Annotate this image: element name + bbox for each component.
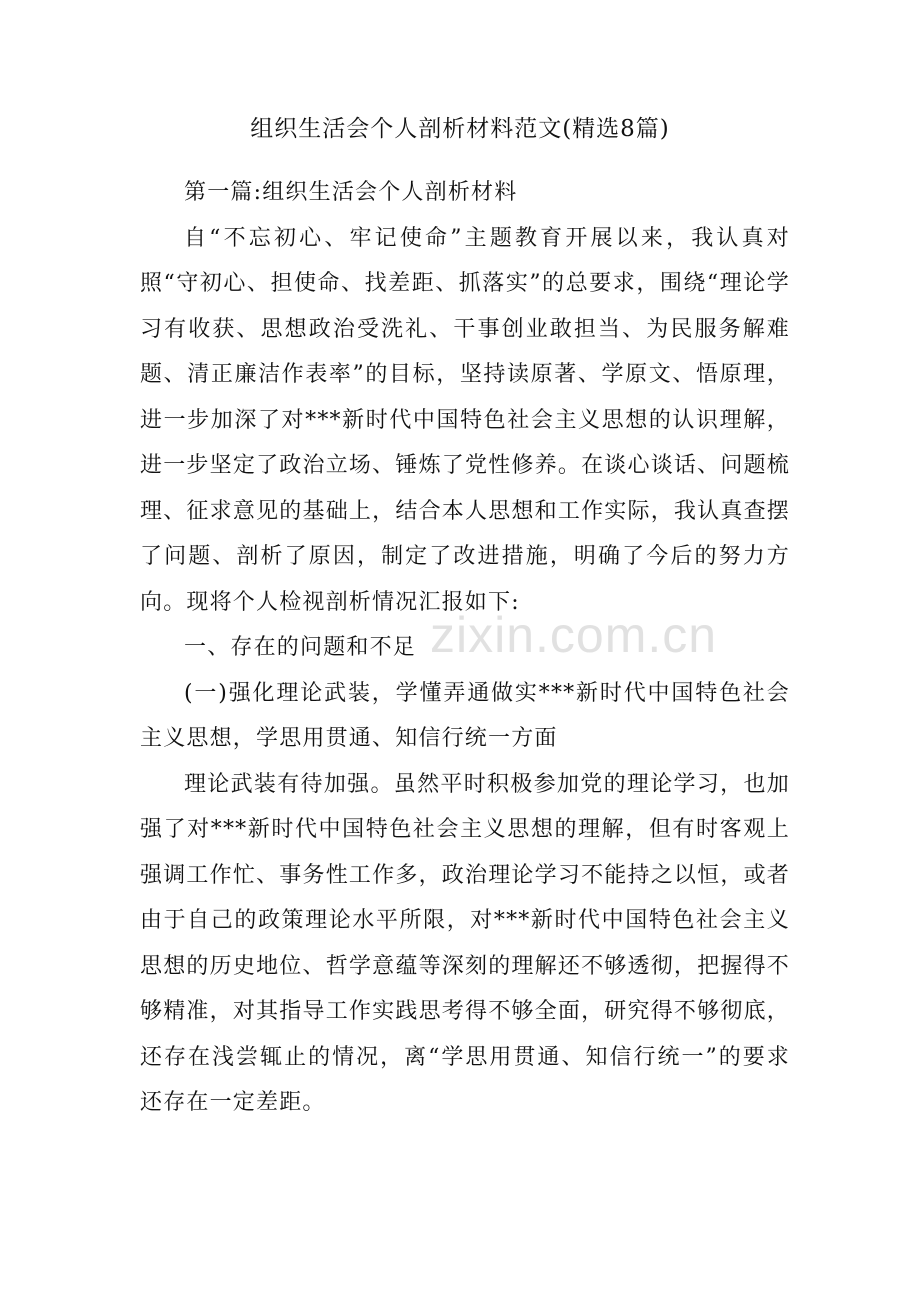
document-body bbox=[140, 170, 790, 1126]
watermark: zixin.com.cn bbox=[430, 607, 718, 663]
document-title: 组织生活会个人剖析材料范文(精选8篇) bbox=[250, 116, 670, 142]
section-heading: 第一篇:组织生活会个人剖析材料 bbox=[184, 180, 518, 205]
heading-problems: 一、存在的问题和不足 bbox=[184, 635, 417, 660]
paragraph-theory: 理论武装有待加强。虽然平时积极参加党的理论学习，也加强了对***新时代中国特色社会主义思想的理解，但有时客观上强调工作忙、事务性工作多，政治理论学习不能持之以恒，或者由于自己的政策理论水平所限，对***新时代中国特色社会主义思想的历史地位、哲学意蕴等深刻的理解还不够透彻，把握得不够精准，对其指导工作实践思考得不够全面，研究得不够彻底，还存在浅尝辄止的情况，离“学思用贯通、知信行统一”的要求还存在一定差距。 bbox=[140, 771, 790, 1115]
paragraph-intro: 自“不忘初心、牢记使命”主题教育开展以来，我认真对照“守初心、担使命、找差距、抓落实”的总要求，围绕“理论学习有收获、思想政治受洗礼、干事创业敢担当、为民服务解难题、清正廉洁作表率”的目标，坚持读原著、学原文、悟原理，进一步加深了对***新时代中国特色社会主义思想的认识理解，进一步坚定了政治立场、锤炼了党性修养。在谈心谈话、问题梳理、征求意见的基础上，结合本人思想和工作实际，我认真查摆了问题、剖析了原因，制定了改进措施，明确了今后的努力方向。现将个人检视剖析情况汇报如下: bbox=[140, 225, 790, 615]
subheading-theory: (一)强化理论武装，学懂弄通做实***新时代中国特色社会主义思想，学思用贯通、知信行统一方面 bbox=[140, 680, 790, 751]
